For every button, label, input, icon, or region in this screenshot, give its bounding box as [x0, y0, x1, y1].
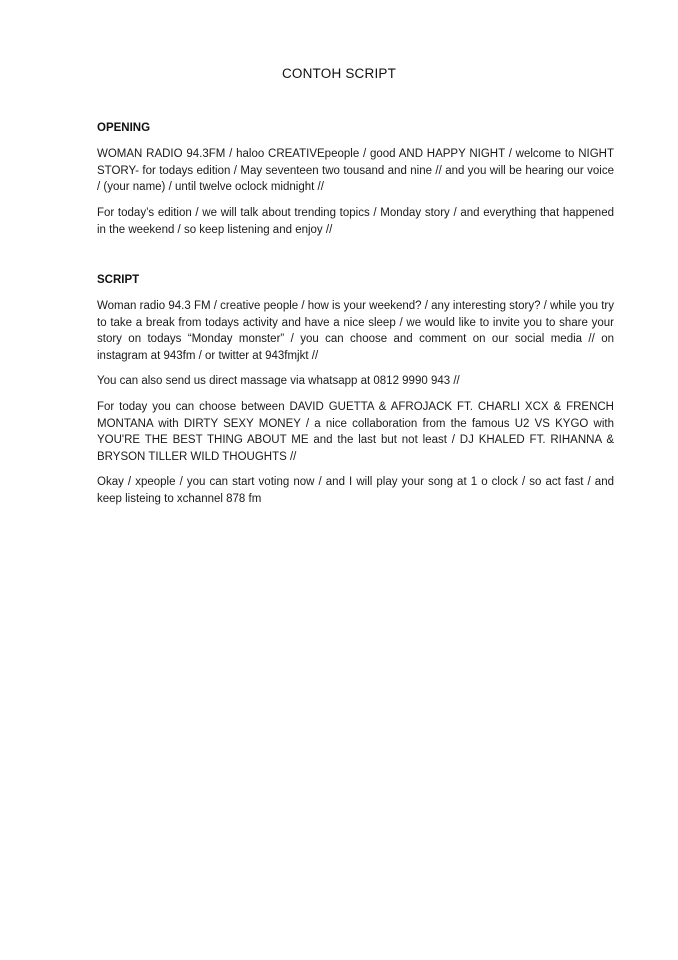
script-paragraph-4: Okay / xpeople / you can start voting now / and I will play your song at 1 o clock / so act fast / and keep listeing to xchannel 878 fm — [97, 476, 614, 505]
section-heading-script: SCRIPT — [97, 274, 140, 286]
script-paragraph-2: You can also send us direct massage via whatsapp at 0812 9990 943 // — [97, 375, 460, 387]
opening-paragraph-2: For today’s edition / we will talk about trending topics / Monday story / and everything that happened in the weekend / so keep listening and enjoy // — [97, 207, 614, 236]
script-paragraph-2-block — [97, 373, 614, 390]
script-paragraph-1-block — [97, 298, 614, 364]
script-paragraph-1: Woman radio 94.3 FM / creative people / how is your weekend? / any interesting story? / while you try to take a break from todays activity and have a nice sleep / we would like to invite you to share your story on todays “Monday monster” / you can choose and comment on our social media // on instagram at 943fm / or twitter at 943fmjkt // — [97, 300, 614, 362]
script-paragraph-4-block — [97, 474, 614, 507]
script-paragraph-3: For today you can choose between DAVID GUETTA & AFROJACK FT. CHARLI XCX & FRENCH MONTANA with DIRTY SEXY MONEY / a nice collaboration from the famous U2 VS KYGO with YOU'RE THE BEST THING ABOUT ME and the last but not least / DJ KHALED FT. RIHANNA & BRYSON TILLER WILD THOUGHTS // — [97, 401, 614, 463]
section-opening — [97, 122, 614, 134]
document-title: CONTOH SCRIPT — [281, 66, 397, 81]
section-script — [97, 274, 614, 286]
script-paragraph-3-block — [97, 399, 614, 465]
opening-paragraph-2-block — [97, 205, 614, 238]
opening-paragraph-1: WOMAN RADIO 94.3FM / haloo CREATIVEpeople / good AND HAPPY NIGHT / welcome to NIGHT STORY- for todays edition / May seventeen two tousand and nine // and you will be hearing our voice / (your name) / until twelve oclock midnight // — [97, 148, 614, 193]
opening-paragraph-1-block — [97, 146, 614, 196]
section-heading-opening: OPENING — [97, 122, 151, 134]
